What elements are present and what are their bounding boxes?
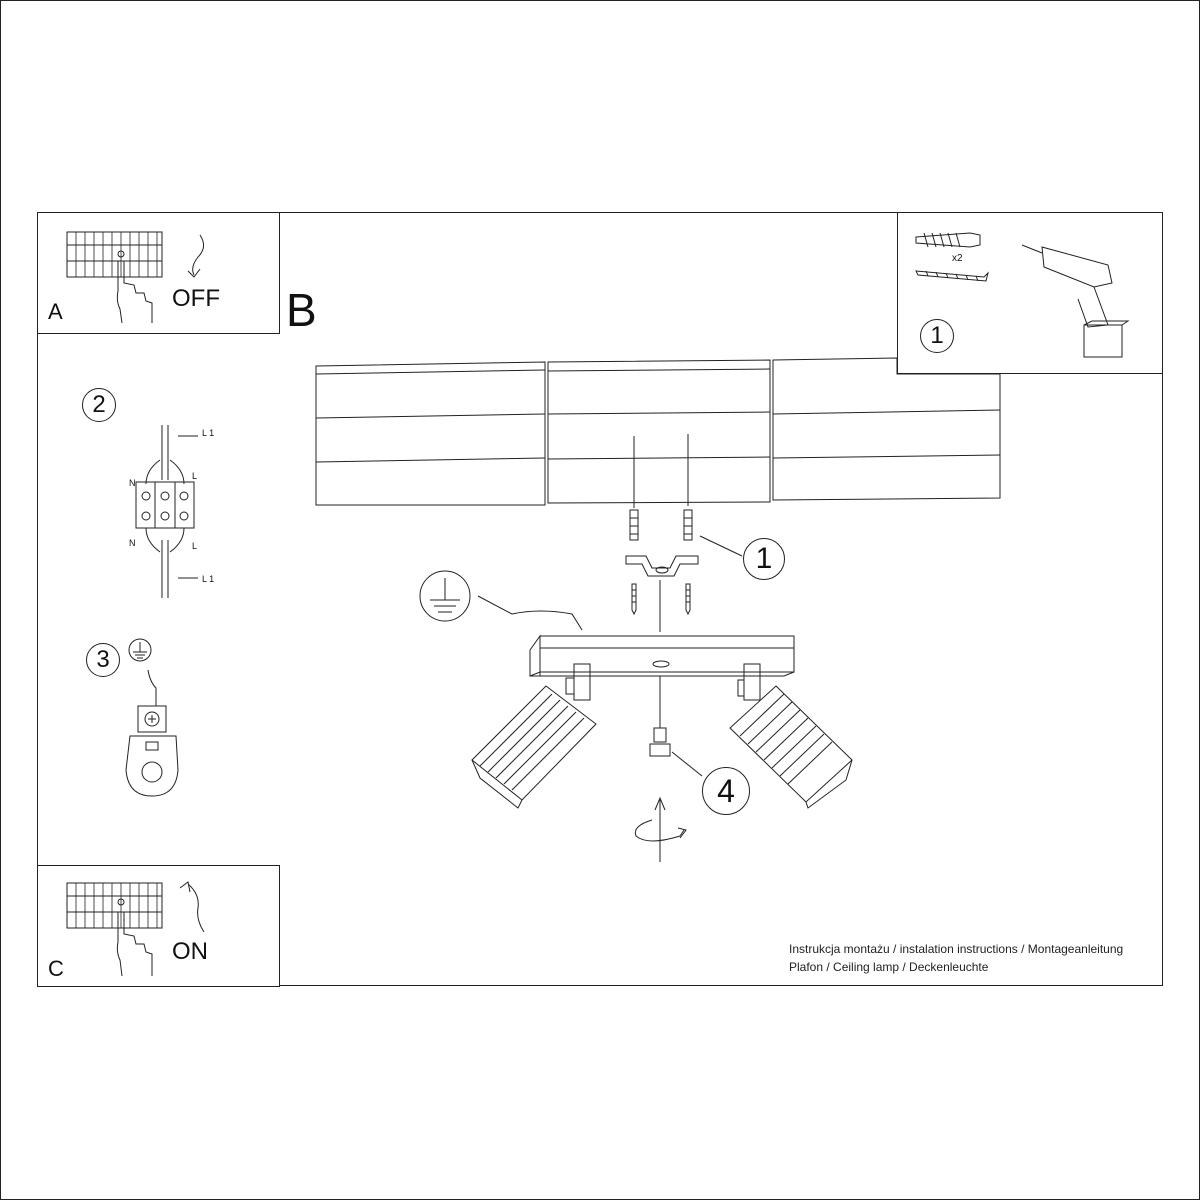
wiring-line-top: L 1 xyxy=(202,428,215,438)
wiring-line-bottom: L 1 xyxy=(202,574,215,584)
breaker-on-icon xyxy=(38,866,281,988)
screw-icon xyxy=(916,271,988,281)
panel-c-action: ON xyxy=(172,938,208,965)
wiring-live-top: L xyxy=(192,471,198,481)
screw-step-badge xyxy=(702,767,750,815)
tools-step-badge xyxy=(920,319,954,353)
earth-step-badge xyxy=(86,643,120,677)
panel-a-letter: A xyxy=(48,299,63,324)
caption-line-1: Instrukcja montażu / instalation instructions / Montageanleitung xyxy=(789,942,1124,956)
breaker-off-icon xyxy=(38,213,281,335)
panel-a-action: OFF xyxy=(172,285,220,312)
tools-quantity: x2 xyxy=(952,253,963,264)
screw-step: 4 xyxy=(717,772,735,809)
wiring-step-badge xyxy=(82,388,116,422)
panel-c xyxy=(37,865,280,987)
caption xyxy=(789,940,1123,976)
fixing-step-badge xyxy=(743,538,785,580)
wall-plug-icon xyxy=(916,233,980,247)
wiring-step: 2 xyxy=(92,391,106,418)
wiring-neutral-top: N xyxy=(129,478,136,488)
tools-panel xyxy=(897,212,1163,374)
earth-step: 3 xyxy=(96,646,110,673)
panel-a xyxy=(37,212,280,334)
panel-b-letter: B xyxy=(286,284,317,336)
drill-icon xyxy=(1022,245,1128,357)
panel-c-letter: C xyxy=(48,956,64,981)
tools-step: 1 xyxy=(930,322,944,349)
wiring-neutral-bottom: N xyxy=(129,538,136,548)
wiring-live-bottom: L xyxy=(192,541,198,551)
fixing-step: 1 xyxy=(755,542,773,575)
caption-line-2: Plafon / Ceiling lamp / Deckenleuchte xyxy=(789,960,989,974)
